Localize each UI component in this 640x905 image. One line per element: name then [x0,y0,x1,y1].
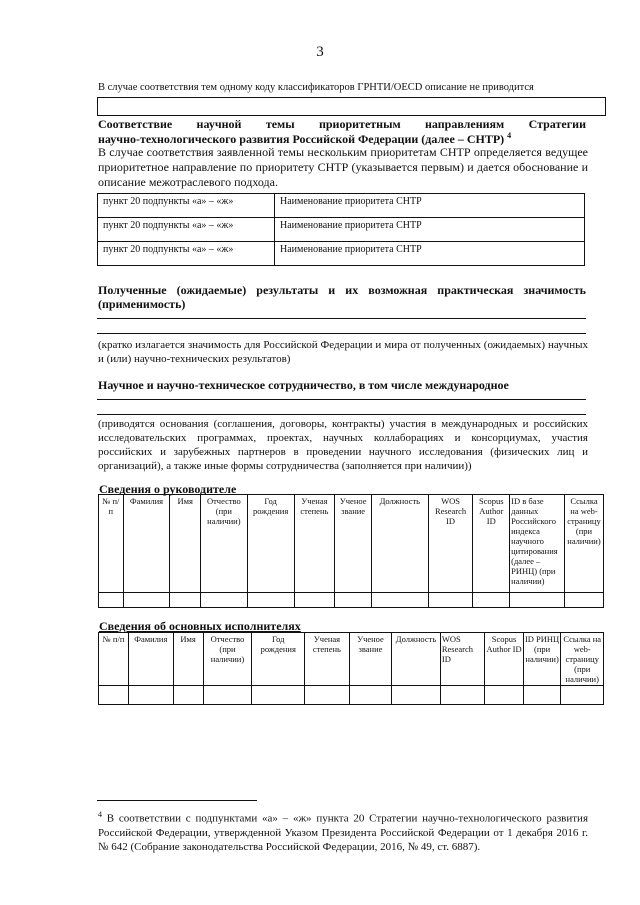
header-cell: Ученое звание [349,633,391,686]
table-cell[interactable] [440,686,485,705]
table-row [98,194,585,218]
header-cell: Должность [372,495,429,593]
executors-table [98,632,604,705]
strategy-heading-text: научно-технологического развития Российской Федерации (далее – СНТР) [98,132,505,146]
table-cell[interactable] [129,686,174,705]
header-cell: Ученая степень [294,495,335,593]
strategy-text: В случае соответствия заявленной темы нескольким приоритетам СНТР определяется ведущее приоритетное направление по приоритету СНТР (указывается первым) и дается обоснование и описание межотраслевого подхода. [98,145,588,189]
cooperation-heading: Научное и научно-техническое сотрудничество, в том числе международное [98,378,509,392]
priority-item-cell: пункт 20 подпункты «а» – «ж» [98,194,275,218]
table-cell[interactable] [305,686,350,705]
table-row [98,242,585,266]
table-cell[interactable] [173,686,203,705]
cooperation-fill-line[interactable] [97,399,586,400]
cooperation-fill-line[interactable] [97,414,586,415]
table-cell[interactable] [201,593,248,608]
page-number: 3 [316,44,324,60]
header-cell: Год рождения [252,633,305,686]
table-cell[interactable] [99,686,129,705]
results-note: (кратко излагается значимость для Российской Федерации и мира от полученных (ожидаемых) научных и (или) научно-технических результатов) [98,339,588,365]
footnote-mark: 4 [507,131,512,140]
table-header-row [99,495,604,593]
header-cell: Фамилия [123,495,170,593]
header-cell: Фамилия [129,633,174,686]
table-cell[interactable] [123,593,170,608]
table-cell[interactable] [473,593,510,608]
footnote-number: 4 [98,810,102,819]
results-fill-line[interactable] [97,333,586,334]
table-cell[interactable] [203,686,252,705]
table-cell[interactable] [294,593,335,608]
table-cell[interactable] [428,593,473,608]
header-cell: ID РИНЦ (при наличии) [523,633,561,686]
classifier-input-box[interactable] [97,97,606,116]
header-cell: Ученая степень [305,633,350,686]
table-cell[interactable] [485,686,523,705]
leader-table-title: Сведения о руководителе [99,482,237,496]
priority-table [97,193,585,266]
table-row [99,686,604,705]
table-cell[interactable] [561,686,604,705]
table-cell[interactable] [510,593,565,608]
table-cell[interactable] [252,686,305,705]
priority-item-cell: пункт 20 подпункты «а» – «ж» [98,242,275,266]
strategy-heading-line1: Соответствие научной темы приоритетным направлениям Стратегии [98,117,586,131]
table-row [98,218,585,242]
footnote-text: В соответствии с подпунктами «а» – «ж» пункта 20 Стратегии научно-технологического развития Российской Федерации, утвержденной Указом Президента Российской Федерации от 1 декабря 2016 г. № 642 (Собрание законодательства Российской Федерации, 2016, № 49, ст. 6887). [98,812,589,853]
table-cell[interactable] [335,593,372,608]
header-cell: Отчество (при наличии) [203,633,252,686]
cooperation-note: (приводятся основания (соглашения, договоры, контракты) участия в международных и российских исследовательских программах, проектах, научных коллаборациях и консорциумах, участия российских и зарубежных партнеров в проведении научного исследования (физических лиц и организаций), а также иные формы сотрудничества (заполняется при наличии)) [98,418,588,472]
table-cell[interactable] [564,593,603,608]
header-cell: Год рождения [247,495,294,593]
header-cell: WOS Research ID [428,495,473,593]
table-cell[interactable] [247,593,294,608]
header-cell: Должность [392,633,441,686]
results-fill-line[interactable] [97,318,586,319]
priority-name-cell[interactable]: Наименование приоритета СНТР [275,194,585,218]
header-cell: Ссылка на web-страницу (при наличии) [561,633,604,686]
header-cell: Имя [170,495,201,593]
priority-name-cell[interactable]: Наименование приоритета СНТР [275,242,585,266]
header-cell: ID в базе данных Российского индекса научного цитирования (далее – РИНЦ) (при наличии) [510,495,565,593]
table-cell[interactable] [349,686,391,705]
leader-table [98,494,604,608]
results-heading-line2: (применимость) [98,297,186,311]
header-cell: Scopus Author ID [473,495,510,593]
header-cell: № п/п [99,633,129,686]
priority-item-cell: пункт 20 подпункты «а» – «ж» [98,218,275,242]
table-cell[interactable] [523,686,561,705]
table-row [99,593,604,608]
table-cell[interactable] [99,593,124,608]
table-cell[interactable] [372,593,429,608]
header-cell: Ссылка на web-страницу (при наличии) [564,495,603,593]
footnote [98,808,588,854]
table-cell[interactable] [170,593,201,608]
results-heading-line1: Полученные (ожидаемые) результаты и их возможная практическая значимость [98,283,586,297]
executors-table-title: Сведения об основных исполнителях [99,619,301,633]
header-cell: Scopus Author ID [485,633,523,686]
header-cell: WOS Research ID [440,633,485,686]
footnote-divider [97,800,257,801]
table-cell[interactable] [392,686,441,705]
header-cell: № п/п [99,495,124,593]
header-cell: Ученое звание [335,495,372,593]
header-cell: Отчество (при наличии) [201,495,248,593]
intro-line: В случае соответствия тем одному коду классификаторов ГРНТИ/OECD описание не приводится [98,82,534,93]
table-header-row [99,633,604,686]
header-cell: Имя [173,633,203,686]
priority-name-cell[interactable]: Наименование приоритета СНТР [275,218,585,242]
